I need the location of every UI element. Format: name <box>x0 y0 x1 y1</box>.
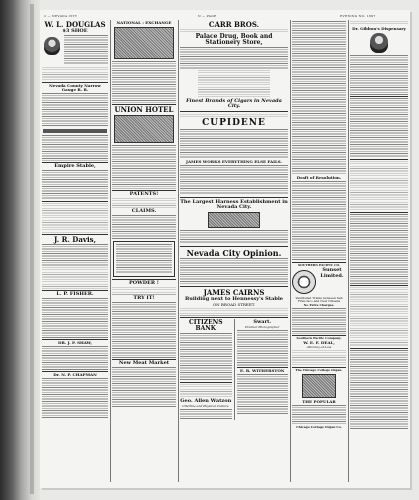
claims-heading: CLAIMS. <box>131 208 157 214</box>
palace-drug-heading: Palace Drug, Book and Stationery Store, <box>195 33 273 46</box>
southern-company-line: Southern Pacific Company. <box>296 336 342 340</box>
chapman-copy <box>42 378 108 418</box>
empire-stable-heading: Empire Stable, <box>54 163 96 169</box>
book-binding-shadow <box>0 0 40 500</box>
cairns-copy <box>180 308 288 316</box>
organ-engraving <box>302 374 336 398</box>
notices-text <box>42 203 108 233</box>
col5-notices-2 <box>350 161 408 211</box>
witherston-copy <box>237 374 289 414</box>
national-exchange-heading: NATIONAL : EXCHANGE <box>116 20 172 25</box>
deal-heading: W. E. F. DEAL, <box>303 340 335 345</box>
photographer-copy <box>237 330 289 366</box>
james-cairns-heading: JAMES CAIRNS <box>203 288 265 297</box>
column-1 <box>40 20 111 482</box>
col3-lower-left <box>178 319 235 420</box>
photographer-line: Premier Photographer <box>245 325 280 329</box>
running-head <box>40 12 410 20</box>
powder-copy <box>112 302 176 358</box>
finest-brands: Finest Brands of Cigars in Nevada City. <box>186 98 282 109</box>
timetable-text <box>42 93 108 127</box>
railroad-seal <box>292 270 316 294</box>
opinion-word: Opinion. <box>242 248 282 258</box>
douglas-ad-footer <box>42 67 108 81</box>
vestibuled-trains: Vestibuled Trains between San Francisco and New Orleans <box>295 296 343 303</box>
resolution-body-2 <box>292 181 346 261</box>
carr-bros-heading: CARR BROS. <box>208 20 260 29</box>
column-2 <box>110 20 179 482</box>
cupidene-copy <box>180 129 288 159</box>
southern-pacific-copy <box>292 308 346 334</box>
douglas-ad-title: W. L. DOUGLAS <box>44 20 106 29</box>
shaw-copy <box>42 346 108 370</box>
national-exchange-copy <box>112 61 176 103</box>
attorney-line: Attorney-at-Law <box>306 345 332 349</box>
powder-sub <box>112 287 176 295</box>
col3-lower-right <box>235 319 291 420</box>
harness-heading: The Largest Harness Establishment in Nevada City. <box>180 199 288 210</box>
union-hotel-engraving <box>114 115 174 143</box>
douglas-portrait <box>44 37 60 55</box>
column-4 <box>290 20 349 482</box>
chicago-cottage-line: Chicago Cottage Organ Co. <box>296 425 342 429</box>
union-hotel-copy <box>112 145 176 189</box>
resolution-body <box>292 21 346 175</box>
palace-drug-copy <box>180 47 288 69</box>
meat-market-copy <box>112 367 176 407</box>
col5-notices-5 <box>350 350 408 430</box>
popular-word: THE POPULAR <box>302 399 336 404</box>
swart-heading: Swart. <box>253 319 272 325</box>
witherston-heading: E. R. WITHERSTON <box>240 368 285 373</box>
goods-list <box>198 70 270 98</box>
new-meat-market-heading: New Meat Market <box>118 360 170 366</box>
douglas-ad-copy <box>64 35 108 65</box>
chicago-organ-heading: The Chicago College Organ. <box>295 368 343 372</box>
newspaper-page <box>40 10 410 488</box>
opinion-copy <box>180 258 288 284</box>
page-edge <box>30 4 34 494</box>
col5-notices-1 <box>350 98 408 158</box>
draft-resolution-heading: Draft of Resolution. <box>296 175 342 180</box>
building-line: Building next to Hennessy's Stable <box>185 296 283 302</box>
limited-word: Limited. <box>320 273 344 279</box>
running-head-left: 2 — NEVADA CITY <box>44 14 78 18</box>
no-extra-charges: No Extra Charges. <box>303 303 335 307</box>
running-head-center: N — PAGE <box>198 14 217 18</box>
opinion-masthead <box>180 249 288 257</box>
dr-gibbon-heading: Dr. Gibbon's Dispensary <box>352 26 406 31</box>
gibbon-portrait <box>370 33 388 53</box>
gibbon-copy <box>350 55 408 95</box>
try-it-heading: TRY IT! <box>133 295 155 301</box>
organ-copy <box>292 405 346 425</box>
citizens-bank-copy <box>180 333 232 381</box>
patents-copy <box>112 198 176 208</box>
legal-notices <box>42 267 108 289</box>
narrow-gauge-heading: Nevada County Narrow Gauge R. R. <box>49 83 101 92</box>
bank-copy <box>116 244 172 274</box>
sunset-word: Sunset <box>322 267 342 273</box>
undertaker-line: Ulterline and Physical Culture. <box>182 404 230 408</box>
cupidene-copy-2 <box>180 165 288 195</box>
empire-stable-copy <box>42 170 108 200</box>
shaw-heading: DR. J. P. SHAW, <box>58 340 92 345</box>
cupidene-heading: CUPIDENE <box>202 118 266 128</box>
timetable-bar <box>43 129 107 133</box>
patents-heading: PATENTS! <box>129 191 159 197</box>
citizens-bank-heading: CITIZENS BANK <box>188 319 223 332</box>
column-5 <box>348 20 410 482</box>
col5-notices-3 <box>350 214 408 284</box>
national-bank-box <box>113 241 175 277</box>
column-3 <box>178 20 291 482</box>
timetable-text-2 <box>42 135 108 161</box>
james-works-line: JAMES WORKS EVERYTHING ELSE FAILS. <box>186 159 282 164</box>
hotel-engraving <box>114 27 174 59</box>
douglas-ad-subtitle: $3 SHOE <box>62 28 88 34</box>
davis-heading: J. R. Davis, <box>53 235 97 244</box>
claims-copy <box>112 215 176 239</box>
watzon-copy <box>180 409 232 419</box>
harness-copy <box>180 230 288 244</box>
opinion-city: Nevada City <box>186 248 241 258</box>
col3-lower-split <box>178 319 290 420</box>
union-hotel-heading: UNION HOTEL <box>114 105 174 114</box>
bank-notices <box>180 384 232 398</box>
col5-notices-4 <box>350 287 408 347</box>
fisher-copy <box>42 298 108 338</box>
powder-heading: POWDER ! <box>129 280 159 286</box>
harness-engraving <box>208 212 260 228</box>
deal-copy <box>292 350 346 366</box>
broad-street-line: ON BROAD STREET. <box>212 302 256 307</box>
fisher-heading: L. P. FISHER. <box>56 291 94 297</box>
southern-pacific-heading: SOUTHERN PACIFIC CO. <box>297 263 341 267</box>
geo-watzon-heading: Geo. Allen Watzon <box>180 398 232 404</box>
running-head-right: EVENING NO. 1897 <box>340 14 376 18</box>
davis-copy <box>42 244 108 266</box>
chapman-heading: Dr. N. P. CHAPMAN <box>53 372 97 377</box>
